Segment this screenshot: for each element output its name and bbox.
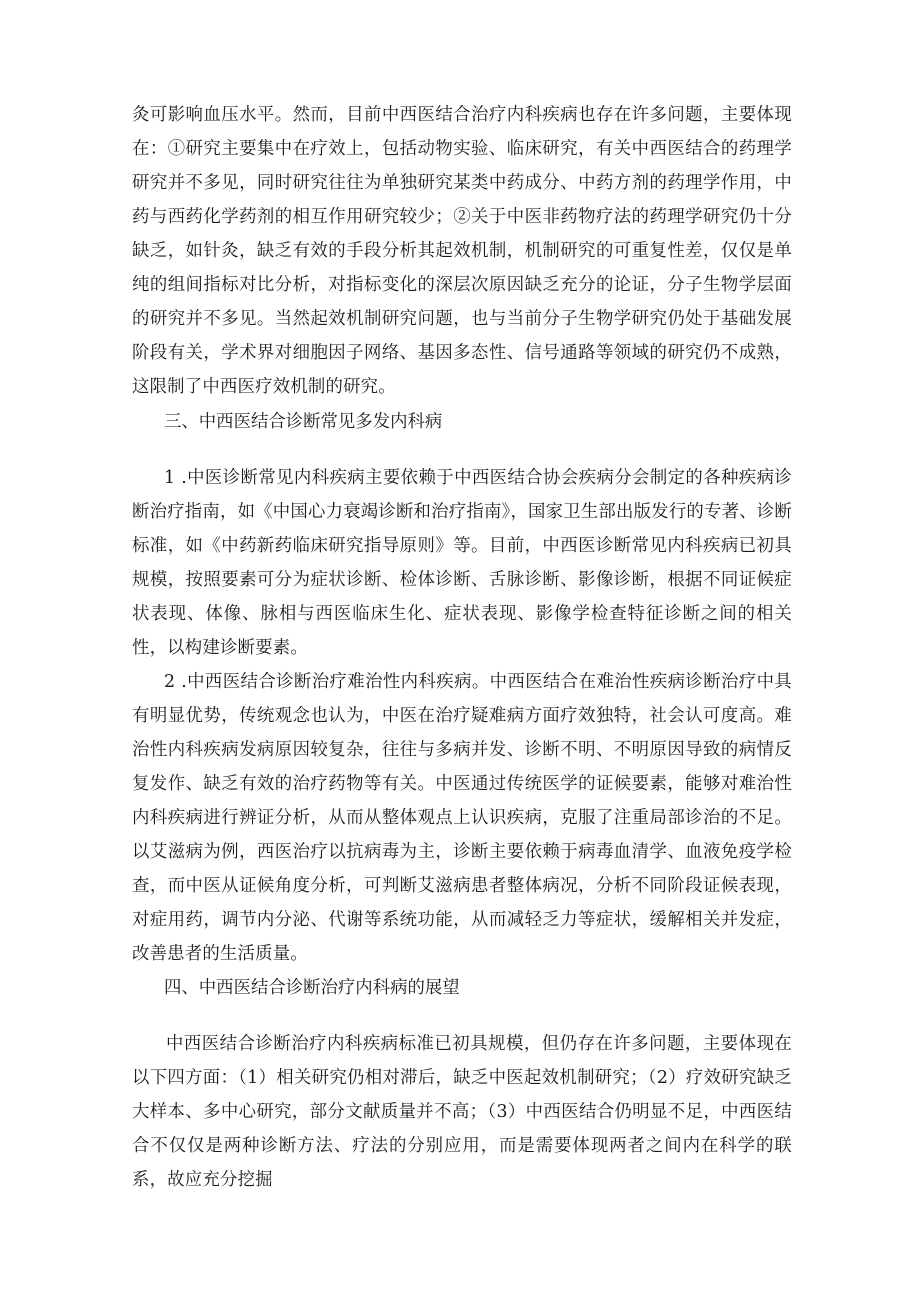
section-heading-3: 三、中西医结合诊断常见多发内科病 bbox=[164, 412, 443, 432]
paragraph-outlook: 中西医结合诊断治疗内科疾病标准已初具规模，但仍存在许多问题，主要体现在以下四方面：（1）相关研究仍相对滞后，缺乏中医起效机制研究；（2）疗效研究缺乏大样本、多中心研究，部分文献质量并不高；（3）中西医结合仍明显不足，中西医结合不仅仅是两种诊断方法、疗法的分别应用，而是需要体现两者之间内在科学的联系，故应充分挖掘 bbox=[132, 1034, 792, 1190]
paragraph-refractory-diseases: 2 .中西医结合诊断治疗难治性内科疾病。中西医结合在难治性疾病诊断治疗中具有明显优势，传统观念也认为，中医在治疗疑难病方面疗效独特，社会认可度高。难治性内科疾病发病原因较复杂，往往与多病并发、诊断不明、不明原因导致的病情反复发作、缺乏有效的治疗药物等有关。中医通过传统医学的证候要素，能够对难治性内科疾病进行辨证分析，从而从整体观点上认识疾病，克服了注重局部诊治的不足。以艾滋病为例，西医治疗以抗病毒为主，诊断主要依赖于病毒血清学、血液免疫学检查，而中医从证候角度分析，可判断艾滋病患者整体病况，分析不同阶段证候表现，对症用药，调节内分泌、代谢等系统功能，从而减轻乏力等症状，缓解相关并发症，改善患者的生活质量。 bbox=[132, 672, 792, 964]
paragraph-mechanism-issues: 灸可影响血压水平。然而，目前中西医结合治疗内科疾病也存在许多问题，主要体现在：①研究主要集中在疗效上，包括动物实验、临床研究，有关中西医结合的药理学研究并不多见，同时研究往往为单独研究某类中药成分、中药方剂的药理学作用，中药与西药化学药剂的相互作用研究较少；②关于中医非药物疗法的药理学研究仍十分缺乏，如针灸，缺乏有效的手段分析其起效机制，机制研究的可重复性差，仅仅是单纯的组间指标对比分析，对指标变化的深层次原因缺乏充分的论证，分子生物学层面的研究并不多见。当然起效机制研究问题，也与当前分子生物学研究仍处于基础发展阶段有关，学术界对细胞因子网络、基因多态性、信号通路等领域的研究仍不成熟，这限制了中西医疗效机制的研究。 bbox=[132, 105, 792, 397]
section-heading-4: 四、中西医结合诊断治疗内科病的展望 bbox=[164, 978, 460, 998]
paragraph-diagnosis-guidelines: 1 .中医诊断常见内科疾病主要依赖于中西医结合协会疾病分会制定的各种疾病诊断治疗指南，如《中国心力衰竭诊断和治疗指南》，国家卫生部出版发行的专著、诊断标准，如《中药新药临床研究指导原则》等。目前，中西医诊断常见内科疾病已初具规模，按照要素可分为症状诊断、检体诊断、舌脉诊断、影像诊断，根据不同证候症状表现、体像、脉相与西医临床生化、症状表现、影像学检查特征诊断之间的相关性，以构建诊断要素。 bbox=[132, 468, 792, 658]
